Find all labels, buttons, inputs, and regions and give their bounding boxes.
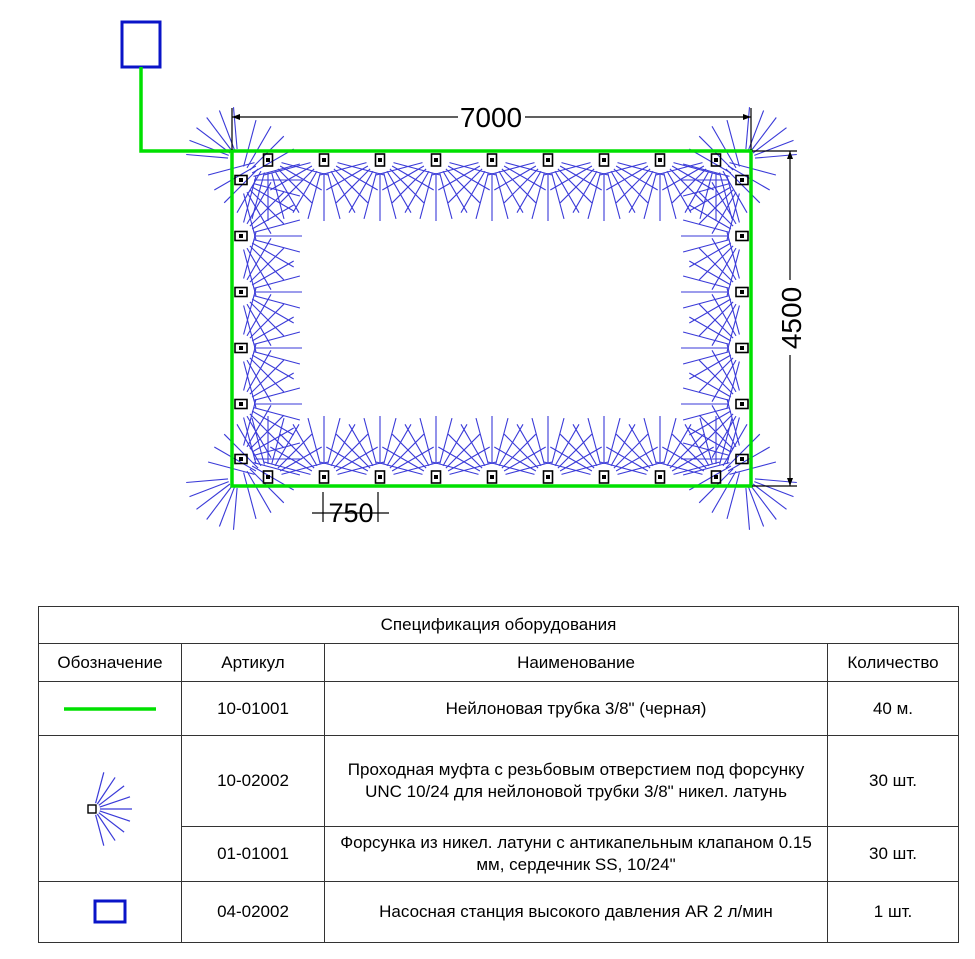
qty-cell: 40 м. [828, 682, 959, 736]
blue-square-icon [39, 882, 182, 943]
nozzle-fitting [235, 400, 247, 409]
legend-spray-fan [96, 772, 132, 845]
name-cell: Нейлоновая трубка 3/8" (черная) [325, 682, 828, 736]
nozzle-fitting [376, 471, 385, 483]
green-line-icon [39, 682, 182, 736]
article-cell: 10-02002 [182, 736, 325, 827]
nozzle-fitting [736, 288, 748, 297]
table-title: Спецификация оборудования [39, 607, 959, 644]
nozzle-fitting [320, 471, 329, 483]
spray-patterns [186, 107, 797, 530]
table-row [39, 682, 959, 736]
article-cell: 01-01001 [182, 827, 325, 882]
name-cell: Форсунка из никел. латуни с антикапельным клапаном 0.15 мм, сердечник SS, 10/24" [325, 827, 828, 882]
nozzle-fitting [736, 344, 748, 353]
nozzle-fitting [600, 471, 609, 483]
nozzle-fitting [235, 232, 247, 241]
table-row [39, 736, 959, 827]
dimension-spacing-label: 750 [328, 498, 374, 528]
nozzle-fitting [235, 288, 247, 297]
spray-fan [186, 479, 237, 530]
nozzle-fitting [544, 471, 553, 483]
article-cell: 04-02002 [182, 882, 325, 943]
nozzle-fitting [544, 154, 553, 166]
nozzle-fitting [488, 154, 497, 166]
header-article: Артикул [182, 644, 325, 682]
qty-cell: 1 шт. [828, 882, 959, 943]
specification-table [38, 606, 959, 943]
pump-station-icon[interactable] [122, 22, 160, 67]
qty-cell: 30 шт. [828, 827, 959, 882]
nozzle-fitting [600, 154, 609, 166]
name-cell: Проходная муфта с резьбовым отверстием под форсунку UNC 10/24 для нейлоновой трубки 3/8" никел. латунь [325, 736, 828, 827]
dimension-height-label: 4500 [776, 286, 807, 350]
qty-cell: 30 шт. [828, 736, 959, 827]
header-qty: Количество [828, 644, 959, 682]
nozzle-fitting [320, 154, 329, 166]
header-name: Наименование [325, 644, 828, 682]
name-cell: Насосная станция высокого давления AR 2 л/мин [325, 882, 828, 943]
nozzle-fitting [432, 154, 441, 166]
supply-pipe [141, 67, 232, 151]
dimension-width-label: 7000 [459, 102, 523, 133]
nozzle-fitting [488, 471, 497, 483]
nozzle-icon [39, 736, 182, 882]
header-symbol: Обозначение [39, 644, 182, 682]
nozzle-fitting [656, 471, 665, 483]
nozzle-fitting [736, 232, 748, 241]
nozzle-fitting [376, 154, 385, 166]
nozzle-fitting [432, 471, 441, 483]
nozzle-fitting [656, 154, 665, 166]
nozzle-fitting [736, 400, 748, 409]
table-row [39, 882, 959, 943]
article-cell: 10-01001 [182, 682, 325, 736]
nozzle-fitting [235, 344, 247, 353]
